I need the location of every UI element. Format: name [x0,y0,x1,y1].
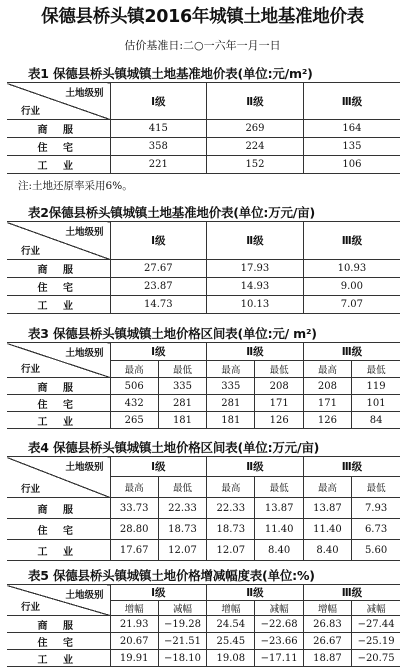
table-5 [7,584,400,667]
subheader: 最高 [303,477,351,498]
subheader: 增幅 [110,601,158,616]
price-cell: 135 [303,138,400,156]
industry-label: 商 服 [7,378,110,395]
price-cell: 164 [303,120,400,138]
price-cell: 7.07 [303,296,400,314]
price-cell: 208 [303,378,351,395]
price-cell: 9.00 [303,278,400,296]
industry-label: 住 宅 [7,395,110,412]
price-cell: 269 [207,120,304,138]
grade-header: Ⅲ级 [303,457,400,477]
table-row [7,519,400,540]
price-cell: 12.07 [158,540,206,561]
price-cell: −27.44 [352,616,400,633]
industry-label: 商 服 [7,260,110,278]
price-cell: 25.45 [207,633,255,650]
grade-header: Ⅲ级 [303,222,400,260]
table-5-caption: 表5 保德县桥头镇城镇土地价格增减幅度表(单位:%) [28,568,315,583]
grade-header: Ⅰ级 [110,343,207,361]
price-cell: 119 [352,378,400,395]
table-row [7,378,400,395]
industry-label: 工 业 [7,156,110,174]
price-cell: 24.54 [207,616,255,633]
price-cell: 6.73 [352,519,400,540]
subheader: 减幅 [158,601,206,616]
price-cell: −23.66 [255,633,303,650]
price-cell: 23.87 [110,278,207,296]
price-cell: 126 [303,412,351,429]
subheader: 最高 [207,477,255,498]
price-cell: 415 [110,120,207,138]
price-cell: 506 [110,378,158,395]
table-row [7,296,400,314]
price-cell: 208 [255,378,303,395]
table-row [7,498,400,519]
table-row [7,138,400,156]
price-cell: 8.40 [303,540,351,561]
table-2 [7,221,400,314]
subheader: 最高 [207,361,255,378]
price-cell: 7.93 [352,498,400,519]
table-3-corner-header [7,343,110,378]
col-header-label: 土地级别 [65,348,104,359]
price-cell: 17.93 [207,260,304,278]
table-1 [7,82,400,174]
price-cell: 335 [207,378,255,395]
industry-label: 住 宅 [7,633,110,650]
price-cell: 18.73 [158,519,206,540]
price-cell: 432 [110,395,158,412]
row-header-label: 行业 [21,484,41,495]
price-cell: 106 [303,156,400,174]
industry-label: 住 宅 [7,278,110,296]
industry-label: 商 服 [7,498,110,519]
price-cell: 11.40 [303,519,351,540]
grade-header: Ⅱ级 [207,83,304,120]
table-4-caption: 表4 保德县桥头镇城镇土地价格区间表(单位:万元/亩) [28,440,320,455]
grade-header: Ⅲ级 [303,585,400,601]
price-cell: 12.07 [207,540,255,561]
price-cell: 281 [158,395,206,412]
table-3 [7,342,400,429]
table-4 [7,456,400,561]
industry-label: 工 业 [7,296,110,314]
table-3-caption: 表3 保德县桥头镇城镇土地价格区间表(单位:元/ m²) [28,326,317,341]
industry-label: 住 宅 [7,519,110,540]
price-cell: 22.33 [207,498,255,519]
price-cell: 14.73 [110,296,207,314]
grade-header: Ⅰ级 [110,585,207,601]
subheader: 最低 [352,477,400,498]
price-cell: 8.40 [255,540,303,561]
grade-header: Ⅱ级 [207,222,304,260]
row-header-label: 行业 [21,106,41,117]
price-cell: 14.93 [207,278,304,296]
table-1-caption: 表1 保德县桥头镇城镇土地基准地价表(单位:元/m²) [28,66,313,81]
col-header-label: 土地级别 [65,590,104,601]
industry-label: 工 业 [7,412,110,429]
table-row [7,395,400,412]
industry-label: 商 服 [7,616,110,633]
price-cell: 281 [207,395,255,412]
subheader: 最低 [352,361,400,378]
price-cell: 21.93 [110,616,158,633]
subheader: 最高 [303,361,351,378]
price-cell: 171 [303,395,351,412]
price-cell: 13.87 [303,498,351,519]
price-cell: −25.19 [352,633,400,650]
page-title: 保德县桥头镇2016年城镇土地基准地价表 [41,7,364,27]
price-cell: −17.11 [255,650,303,667]
subheader: 最高 [110,361,158,378]
subheader: 增幅 [207,601,255,616]
subheader: 最低 [255,477,303,498]
industry-label: 商 服 [7,120,110,138]
table-1-note: 注:土地还原率采用6%。 [18,180,133,192]
price-cell: 28.80 [110,519,158,540]
table-row [7,616,400,633]
grade-header: Ⅲ级 [303,343,400,361]
table-2-caption: 表2保德县桥头镇城镇土地基准地价表(单位:万元/亩) [28,205,315,220]
price-cell: 265 [110,412,158,429]
col-header-label: 土地级别 [65,462,104,473]
table-1-corner-header [7,83,110,120]
price-cell: 18.87 [303,650,351,667]
price-cell: −20.75 [352,650,400,667]
price-cell: −19.28 [158,616,206,633]
price-cell: 11.40 [255,519,303,540]
price-cell: 181 [158,412,206,429]
col-header-label: 土地级别 [65,227,104,238]
table-row [7,120,400,138]
subheader: 最低 [255,361,303,378]
row-header-label: 行业 [21,602,41,613]
industry-label: 住 宅 [7,138,110,156]
table-row [7,412,400,429]
price-cell: 221 [110,156,207,174]
price-cell: −21.51 [158,633,206,650]
grade-header: Ⅰ级 [110,457,207,477]
price-cell: 152 [207,156,304,174]
price-cell: 26.83 [303,616,351,633]
grade-header: Ⅱ级 [207,457,304,477]
price-cell: 27.67 [110,260,207,278]
price-cell: 181 [207,412,255,429]
industry-label: 工 业 [7,540,110,561]
row-header-label: 行业 [21,246,41,257]
price-cell: 13.87 [255,498,303,519]
price-cell: 126 [255,412,303,429]
price-cell: 19.91 [110,650,158,667]
price-cell: 101 [352,395,400,412]
grade-header: Ⅰ级 [110,83,207,120]
price-cell: 17.67 [110,540,158,561]
grade-header: Ⅲ级 [303,83,400,120]
row-header-label: 行业 [21,364,41,375]
table-5-corner-header [7,585,110,616]
subheader: 最高 [110,477,158,498]
price-cell: 84 [352,412,400,429]
price-cell: 171 [255,395,303,412]
table-2-corner-header [7,222,110,260]
table-4-corner-header [7,457,110,498]
grade-header: Ⅱ级 [207,585,304,601]
subheader: 最低 [158,477,206,498]
table-row [7,156,400,174]
price-cell: 22.33 [158,498,206,519]
industry-label: 工 业 [7,650,110,667]
price-cell: 10.93 [303,260,400,278]
table-row [7,260,400,278]
grade-header: Ⅱ级 [207,343,304,361]
price-cell: 18.73 [207,519,255,540]
table-row [7,278,400,296]
price-cell: 5.60 [352,540,400,561]
table-row [7,650,400,667]
col-header-label: 土地级别 [65,88,104,99]
price-cell: 33.73 [110,498,158,519]
grade-header: Ⅰ级 [110,222,207,260]
price-cell: 20.67 [110,633,158,650]
price-cell: 335 [158,378,206,395]
table-row [7,633,400,650]
subheader: 增幅 [303,601,351,616]
price-cell: 26.67 [303,633,351,650]
valuation-date: 估价基准日:二○一六年一月一日 [124,39,281,52]
price-cell: −22.68 [255,616,303,633]
price-cell: 19.08 [207,650,255,667]
subheader: 最低 [158,361,206,378]
price-cell: 224 [207,138,304,156]
subheader: 减幅 [352,601,400,616]
price-cell: −18.10 [158,650,206,667]
subheader: 减幅 [255,601,303,616]
price-cell: 10.13 [207,296,304,314]
table-row [7,540,400,561]
price-cell: 358 [110,138,207,156]
